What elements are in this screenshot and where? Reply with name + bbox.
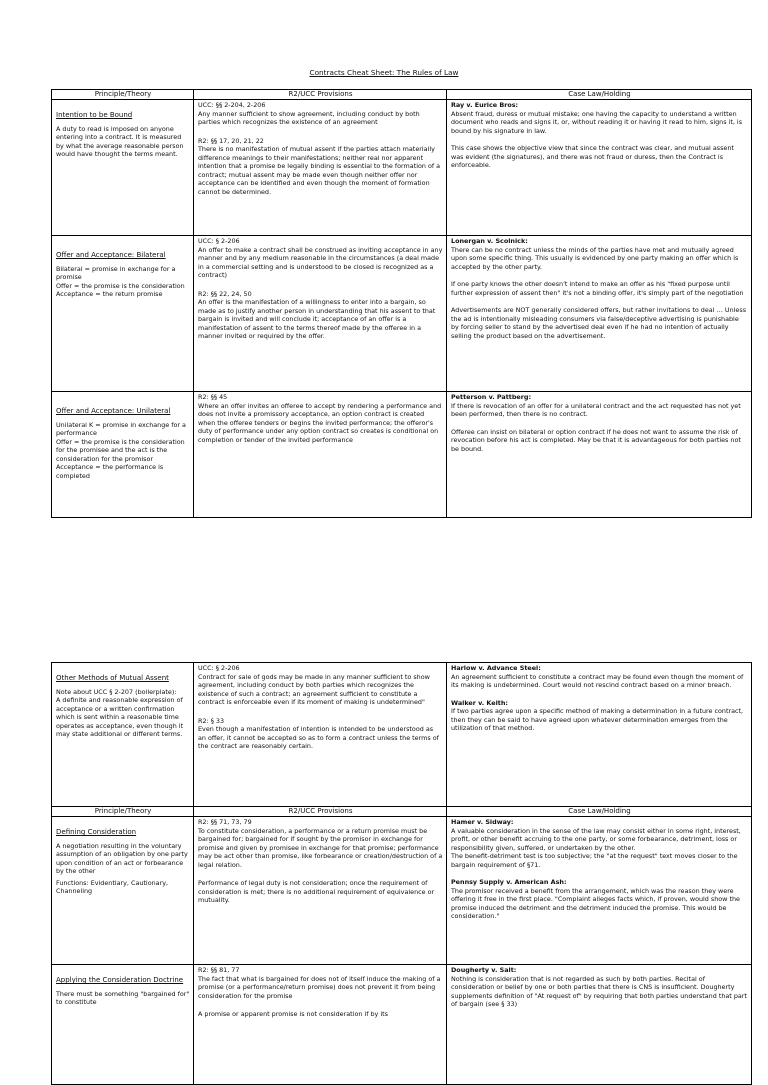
column-header-0: Principle/Theory	[52, 807, 194, 817]
column-header-1: R2/UCC Provisions	[194, 807, 447, 817]
case-name: Petterson v. Pattberg:	[451, 393, 532, 401]
provision-text: Performance of legal duty is not consideration; once the requirement of consideration is met; there is no additional requirement of equivalence or mutuality.	[198, 879, 435, 904]
principle-text: A duty to read is imposed on anyone entering into a contract. It is measured by what the average reasonable person would have thought the terms meant.	[56, 124, 184, 158]
header-row	[52, 807, 752, 817]
case-text: Absent fraud, duress or mutual mistake; one having the capacity to understand a written document who reads and signs it, or, without reading it or having it read to him, signs it, is bound by his signature in law.	[451, 109, 743, 135]
principle-title: Other Methods of Mutual Assent	[56, 674, 169, 682]
case-text: A valuable consideration in the sense of the law may consist either in some right, interest, profit, or other benefit accruing to the one party, or some forbearance, detriment, loss or responsibility given, suffered, or undertaken by the other. The benefit-detriment test is too subjective; the "at the request" text moves closer to the bargain requirement of §71.	[451, 826, 741, 869]
provision-title: R2: §§ 71, 73, 79	[198, 818, 252, 826]
case-name: Ray v. Eurice Bros:	[451, 101, 519, 109]
case-text: If there is revocation of an offer for a unilateral contract and the act requested has not yet been performed, then there is no contract.	[451, 401, 741, 418]
provisions-cell	[194, 100, 447, 236]
case-name: Harlow v. Advance Steel:	[451, 664, 541, 672]
principle-cell	[52, 392, 194, 518]
principle-text: Note about UCC § 2-207 (boilerplate): A definite and reasonable expression of acceptance or a written confirmation which is sent within a reasonable time operates as acceptance, even though it may state additional or different terms.	[56, 687, 184, 738]
case-name: Hamer v. Sidway:	[451, 818, 514, 826]
case-name: Dougherty v. Salt:	[451, 966, 517, 974]
column-header-2: Case Law/Holding	[447, 90, 752, 100]
provision-text: Where an offer invites an offeree to accept by rendering a performance and does not invite a promissory acceptance, an option contract is created when the offeree tenders or begins the invited performance; the offeror's duty of performance under any option contract so creates is conditional on completion or tender of the invited performance	[198, 401, 442, 444]
provision-text: To constitute consideration, a performance or a return promise must be bargained for; bargained for if sought by the promisor in exchange for promise and given by promisee in exchange for that promise; performance may be act other than promise, like forbearance or creation/destruction of a legal relation.	[198, 826, 443, 869]
provisions-cell	[194, 817, 447, 965]
principle-cell	[52, 236, 194, 392]
provision-title: UCC: § 2-206	[198, 664, 240, 672]
provision-title: UCC: §§ 2-204, 2-206	[198, 101, 266, 109]
rules-table-1	[51, 89, 752, 518]
provision-text: The fact that what is bargained for does not of itself induce the making of a promise (or a performance/return promise) does not prevent it from being consideration for the promise	[198, 974, 441, 1000]
case-text: This case shows the objective view that since the contract was clear, and mutual assent was evident (the signatures), and there was not fraud or duress, then the Contract is enforceable.	[451, 144, 734, 169]
provisions-cell	[194, 663, 447, 807]
column-header-1: R2/UCC Provisions	[194, 90, 447, 100]
case-text: Nothing is consideration that is not regarded as such by both parties. Recital of consideration or belief by one or both parties that there is CNS is insufficient. Dougherty supplements definition of "At request of" by requiring that both parties understand that part of bargain (see § 33)	[451, 974, 747, 1008]
table-row	[52, 965, 752, 1085]
table-row	[52, 100, 752, 236]
case-name: Walker v. Keith:	[451, 698, 508, 707]
principle-cell	[52, 100, 194, 236]
case-text: An agreement sufficient to constitute a contract may be found even though the moment of its making is undetermined. Court would not rescind contract based on a minor breach.	[451, 672, 744, 689]
principle-text: Bilateral = promise in exchange for a promise Offer = the promise is the consideration Acceptance = the return promise	[56, 264, 185, 298]
table-row	[52, 817, 752, 965]
case-name: Lonergan v. Scolnick:	[451, 237, 528, 245]
column-header-2: Case Law/Holding	[447, 807, 752, 817]
provisions-cell	[194, 236, 447, 392]
principle-text: There must be something "bargained for" to constitute	[56, 989, 190, 1006]
provision-title: R2: §§ 22, 24, 50	[198, 289, 252, 298]
principle-title: Offer and Acceptance: Bilateral	[56, 251, 166, 259]
case-text: Advertisements are NOT generally considered offers, but rather invitations to deal … Unless the ad is intentionally misleading consumers via false/deceptive advertising is punishable by forcing seller to stand by the advertised deal even if he had no intention of actually selling the product based on the advertisement.	[451, 306, 747, 340]
principle-title: Defining Consideration	[56, 828, 137, 836]
case-text: If two parties agree upon a specific method of making a determination in a future contract, then they can be said to have agreed upon whatever determination emerges from the utilization of that method.	[451, 707, 744, 732]
case-cell	[447, 965, 752, 1085]
provision-text: There is no manifestation of mutual assent if the parties attach materially difference meanings to their manifestations; neither real nor apparent intention that a promise be legally binding is essential to the formation of a contract; mutual assent may be made even though neither offer nor acceptance can be identified and even though the moment of formation cannot be determined.	[198, 145, 441, 196]
provision-title: UCC: § 2-206	[198, 237, 240, 245]
provision-text: A promise or apparent promise is not consideration if by its	[198, 1010, 388, 1018]
principle-text: Functions: Evidentiary, Cautionary, Channeling	[56, 878, 169, 895]
provisions-cell	[194, 965, 447, 1085]
principle-cell	[52, 663, 194, 807]
header-row	[52, 90, 752, 100]
provision-text: An offer to make a contract shall be construed as inviting acceptance in any manner and by any medium reasonable in the circumstances (a deal made in a commercial setting and is understood to be closed is recognized as a contract)	[198, 245, 443, 279]
rules-table-2	[51, 662, 752, 1085]
column-header-0: Principle/Theory	[52, 90, 194, 100]
provision-text: An offer is the manifestation of a willingness to enter into a bargain, so made as to justify another person in understanding that his assent to that bargain is invited and will conclude it; acceptance of an offer is a manifestation of assent to the terms thereof made by the offeree in a manner invited or required by the offer.	[198, 298, 436, 340]
provision-text: Any manner sufficient to show agreement, including conduct by both parties which recognizes the existence of an agreement	[198, 109, 420, 126]
case-cell	[447, 817, 752, 965]
provision-title: R2: §§ 81, 77	[198, 966, 240, 974]
provision-title: R2: § 33	[198, 716, 225, 725]
principle-cell	[52, 965, 194, 1085]
document-title: Contracts Cheat Sheet: The Rules of Law	[309, 68, 459, 77]
principle-title: Offer and Acceptance: Unilateral	[56, 407, 171, 415]
principle-text: Unilateral K = promise in exchange for a performance Offer = the promise is the consideration for the promisee and the act is the consideration for the promisor Acceptance = the performance is completed	[56, 420, 186, 480]
provision-title: R2: §§ 45	[198, 393, 228, 401]
case-cell	[447, 236, 752, 392]
table-row	[52, 663, 752, 807]
case-text: The promisor received a benefit from the arrangement, which was the reason they were offering it free in the first place. "Complaint alleges facts which, if proven, would show the promise induced the detriment and the detriment induced the promise. This would be consideration."	[451, 886, 740, 920]
provisions-cell	[194, 392, 447, 518]
principle-cell	[52, 817, 194, 965]
table-row	[52, 236, 752, 392]
table-row	[52, 392, 752, 518]
case-cell	[447, 392, 752, 518]
case-name: Pennsy Supply v. American Ash:	[451, 878, 567, 886]
case-text: Offeree can insist on bilateral or option contract if he does not want to assume the risk of revocation before his act is completed. May be that it is advantageous for both parties not be bound.	[451, 427, 741, 453]
principle-text: A negotiation resulting in the voluntary assumption of an obligation by one party upon condition of an act or forbearance by the other	[56, 841, 188, 875]
provision-text: Even though a manifestation of intention is intended to be understood as an offer, it cannot be accepted so as to form a contract unless the terms of the contract are reasonably certain.	[198, 725, 439, 750]
case-text: If one party knows the other doesn't intend to make an offer as his "fixed purpose until further expression of assent then" it's not a binding offer, it's simply part of the negotiation	[451, 280, 744, 297]
provision-title: R2: §§ 17, 20, 21, 22	[198, 136, 264, 145]
provision-text: Contract for sale of gods may be made in any manner sufficient to show agreement, including conduct by both parties which recognizes the existence of such a contract; an agreement sufficient to constitute a contract is enforceable even if its moment of making is undetermined"	[198, 672, 430, 706]
case-text: There can be no contract unless the minds of the parties have met and mutually agreed upon some specific thing. This usually is evidenced by one party making an offer which is accepted by the other party.	[451, 245, 739, 271]
principle-title: Applying the Consideration Doctrine	[56, 976, 184, 984]
case-cell	[447, 100, 752, 236]
principle-title: Intention to be Bound	[56, 111, 133, 119]
case-cell	[447, 663, 752, 807]
